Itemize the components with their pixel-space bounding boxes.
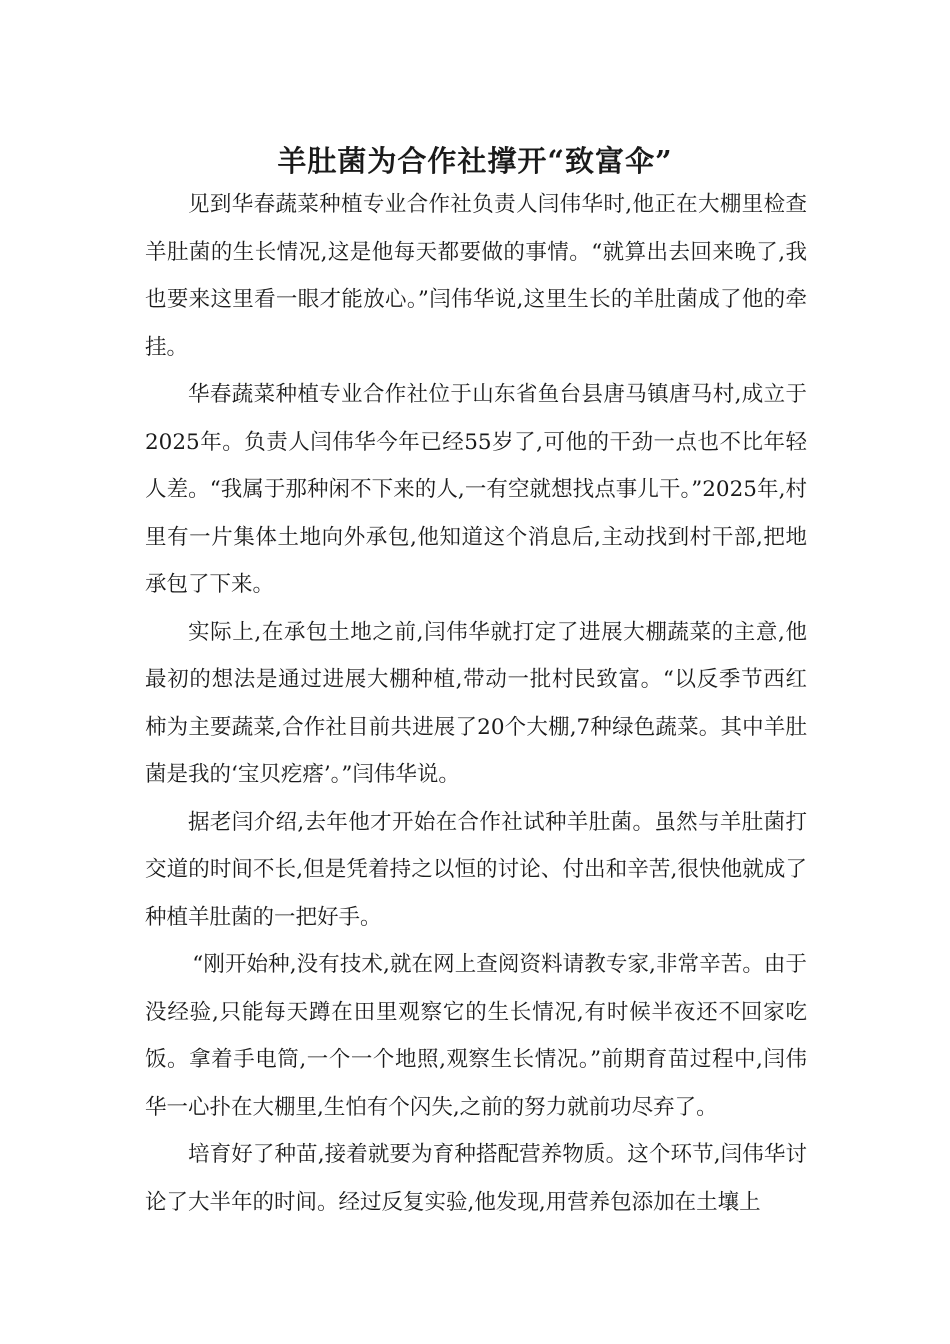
paragraph-1: 见到华春蔬菜种植专业合作社负责人闫伟华时,他正在大棚里检查羊肚菌的生长情况,这是他每天都要做的事情。“就算出去回来晚了,我也要来这里看一眼才能放心。”闫伟华说,这里生长的羊肚菌成了他的牵挂。 <box>145 192 807 360</box>
paragraph-4: 据老闫介绍,去年他才开始在合作社试种羊肚菌。虽然与羊肚菌打交道的时间不长,但是凭着持之以恒的讨论、付出和辛苦,很快他就成了种植羊肚菌的一把好手。 <box>145 809 807 930</box>
paragraph-3: 实际上,在承包土地之前,闫伟华就打定了进展大棚蔬菜的主意,他最初的想法是通过进展大棚种植,带动一批村民致富。“以反季节西红柿为主要蔬菜,合作社目前共进展了20个大棚,7种绿色蔬菜。其中羊肚菌是我的‘宝贝疙瘩’。”闫伟华说。 <box>145 619 807 787</box>
paragraph-2: 华春蔬菜种植专业合作社位于山东省鱼台县唐马镇唐马村,成立于2025年。负责人闫伟华今年已经55岁了,可他的干劲一点也不比年轻人差。“我属于那种闲不下来的人,一有空就想找点事儿干。”2025年,村里有一片集体土地向外承包,他知道这个消息后,主动找到村干部,把地承包了下来。 <box>145 382 807 597</box>
paragraph-5: “刚开始种,没有技术,就在网上查阅资料请教专家,非常辛苦。由于没经验,只能每天蹲在田里观察它的生长情况,有时候半夜还不回家吃饭。拿着手电筒,一个一个地照,观察生长情况。”前期育苗过程中,闫伟华一心扑在大棚里,生怕有个闪失,之前的努力就前功尽弃了。 <box>145 952 807 1120</box>
document-title: 羊肚菌为合作社撑开“致富伞” <box>277 144 673 179</box>
paragraph-6: 培育好了种苗,接着就要为育种搭配营养物质。这个环节,闫伟华讨论了大半年的时间。经过反复实验,他发现,用营养包添加在土壤上 <box>145 1142 807 1215</box>
document-body <box>145 181 807 1226</box>
